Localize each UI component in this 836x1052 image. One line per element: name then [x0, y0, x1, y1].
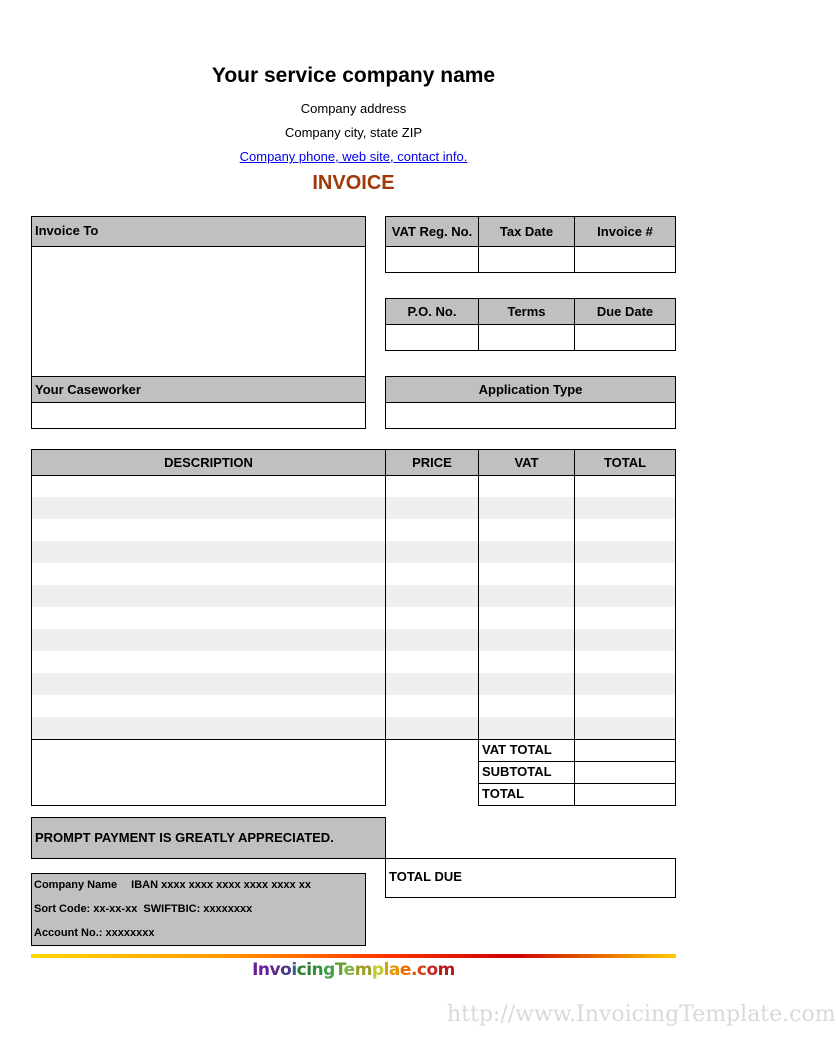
total-header: TOTAL [603, 455, 647, 470]
company-address: Company address [300, 101, 407, 116]
vat-total-label: VAT TOTAL [482, 742, 552, 757]
terms-label: Terms [479, 299, 574, 324]
invoice-title: INVOICE [312, 172, 395, 194]
bank-line-3: Account No.: xxxxxxxx [34, 927, 155, 939]
invoice-number-field[interactable] [575, 247, 675, 272]
watermark-url: http://www.InvoicingTemplate.com [447, 1002, 836, 1027]
total-due-label: TOTAL DUE [389, 869, 462, 884]
table-row[interactable] [32, 541, 675, 563]
application-type-field[interactable] [386, 403, 675, 428]
bank-iban: IBAN xxxx xxxx xxxx xxxx xxxx xx [131, 879, 311, 891]
invoice-to-field[interactable] [32, 247, 365, 376]
vat-reg-field[interactable] [386, 247, 478, 272]
prompt-payment-note: PROMPT PAYMENT IS GREATLY APPRECIATED. [31, 817, 386, 859]
due-date-label: Due Date [575, 299, 675, 324]
bank-line-2: Sort Code: xx-xx-xx SWIFTBIC: xxxxxxxx [34, 903, 253, 915]
table-row[interactable] [32, 629, 675, 651]
application-type-label: Application Type [386, 377, 675, 402]
po-number-field[interactable] [386, 325, 478, 350]
price-header: PRICE [412, 455, 452, 470]
company-city: Company city, state ZIP [284, 125, 423, 140]
subtotal-value[interactable] [575, 762, 675, 783]
table-row[interactable] [32, 717, 675, 739]
notes-field[interactable] [31, 739, 386, 806]
company-contact-row [0, 149, 707, 164]
table-row[interactable] [32, 585, 675, 607]
bank-line-1 [34, 879, 311, 891]
terms-field[interactable] [479, 325, 574, 350]
caseworker-field[interactable] [32, 403, 365, 428]
vat-total-value[interactable] [575, 740, 675, 761]
description-header: DESCRIPTION [164, 455, 253, 470]
vat-header: VAT [514, 455, 539, 470]
subtotal-label: SUBTOTAL [482, 764, 552, 779]
bank-company-name: Company Name [34, 879, 118, 891]
footer-logo [0, 960, 707, 980]
table-row[interactable] [32, 497, 675, 519]
po-number-label: P.O. No. [386, 299, 478, 324]
invoice-to-label: Invoice To [32, 217, 365, 246]
vat-reg-label: VAT Reg. No. [386, 217, 478, 246]
tax-date-label: Tax Date [479, 217, 574, 246]
invoice-number-label: Invoice # [575, 217, 675, 246]
footer-gradient-bar [31, 954, 676, 958]
due-date-field[interactable] [575, 325, 675, 350]
footer-logo-text: InvoicingTemplae.com [252, 960, 455, 980]
caseworker-label: Your Caseworker [32, 377, 365, 402]
table-row[interactable] [32, 673, 675, 695]
total-value[interactable] [575, 784, 675, 805]
company-name: Your service company name [211, 64, 496, 87]
total-label: TOTAL [482, 786, 525, 801]
tax-date-field[interactable] [479, 247, 574, 272]
company-contact-link[interactable]: Company phone, web site, contact info. [239, 149, 468, 164]
